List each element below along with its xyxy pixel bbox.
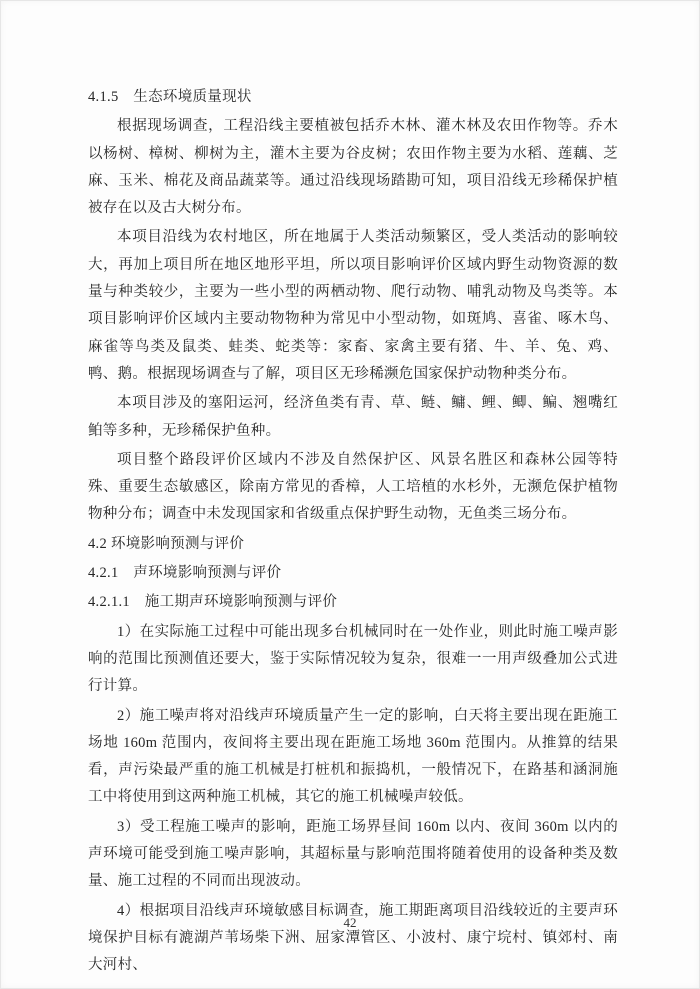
- paragraph-noise-item-3: 3）受工程施工噪声的影响，距施工场界昼间 160m 以内、夜间 360m 以内的声环境可能受到施工噪声影响，其超标量与影响范围将随着使用的设备种类及数量、施工过程的不同而出现波动。: [88, 818, 618, 890]
- heading-4-1-5-ecology-status: 4.1.5 生态环境质量现状: [88, 89, 252, 105]
- paragraph-noise-item-1: 1）在实际施工过程中可能出现多台机械同时在一处作业，则此时施工噪声影响的范围比预测值还要大，鉴于实际情况较为复杂，很难一一用声级叠加公式进行计算。: [88, 623, 618, 695]
- paragraph-vegetation-survey: 根据现场调查，工程沿线主要植被包括乔木林、灌木林及农田作物等。乔木以杨树、樟树、柳树为主，灌木主要为谷皮树；农田作物主要为水稻、莲藕、芝麻、玉米、棉花及商品蔬菜等。通过沿线现场踏勘可知，项目沿线无珍稀保护植被存在以及古大树分布。: [88, 118, 618, 217]
- paragraph-wildlife-survey: 本项目沿线为农村地区，所在地属于人类活动频繁区，受人类活动的影响较大，再加上项目所在地区地形平坦，所以项目影响评价区域内野生动物资源的数量与种类较少，主要为一些小型的两栖动物、爬行动物、哺乳动物及鸟类等。本项目影响评价区域内主要动物物种为常见中小型动物，如斑鸠、喜雀、啄木鸟、麻雀等鸟类及鼠类、蛙类、蛇类等：家畜、家禽主要有猪、牛、羊、兔、鸡、鸭、鹅。根据现场调查与了解，项目区无珍稀濒危国家保护动物种类分布。: [88, 229, 618, 382]
- page-content: [88, 84, 618, 982]
- paragraph-noise-item-2: 2）施工噪声将对沿线声环境质量产生一定的影响，白天将主要出现在距施工场地 160m 范围内，夜间将主要出现在距施工场地 360m 范围内。从推算的结果看，声污染最严重的施工机械是打桩机和振捣机，一般情况下，在路基和涵洞施工中将使用到这两种施工机械，其它的施工机械噪声较低。: [88, 707, 618, 806]
- heading-4-2-1-noise-impact: 4.2.1 声环境影响预测与评价: [88, 565, 282, 582]
- page-footer: [0, 914, 700, 932]
- paragraph-noise-item-4: 4）根据项目沿线声环境敏感目标调查，施工期距离项目沿线较近的主要声环境保护目标有漉湖芦苇场柴下洲、屈家潭管区、小波村、康宁垸村、镇郊村、南大河村、: [88, 902, 618, 974]
- paragraph-fish-species: 本项目涉及的塞阳运河，经济鱼类有青、草、鲢、鳙、鲤、鲫、鳊、翘嘴红鲌等多种，无珍稀保护鱼种。: [88, 395, 618, 439]
- page-number: 42: [343, 915, 357, 930]
- heading-4-2-1-1-construction-noise: 4.2.1.1 施工期声环境影响预测与评价: [88, 594, 338, 611]
- paragraph-sensitive-areas: 项目整个路段评价区域内不涉及自然保护区、风景名胜区和森林公园等特殊、重要生态敏感区，除南方常见的香樟，人工培植的水杉外，无濒危保护植物物种分布；调查中未发现国家和省级重点保护野生动物，无鱼类三场分布。: [88, 451, 618, 523]
- heading-4-2-impact-prediction: 4.2 环境影响预测与评价: [88, 535, 245, 552]
